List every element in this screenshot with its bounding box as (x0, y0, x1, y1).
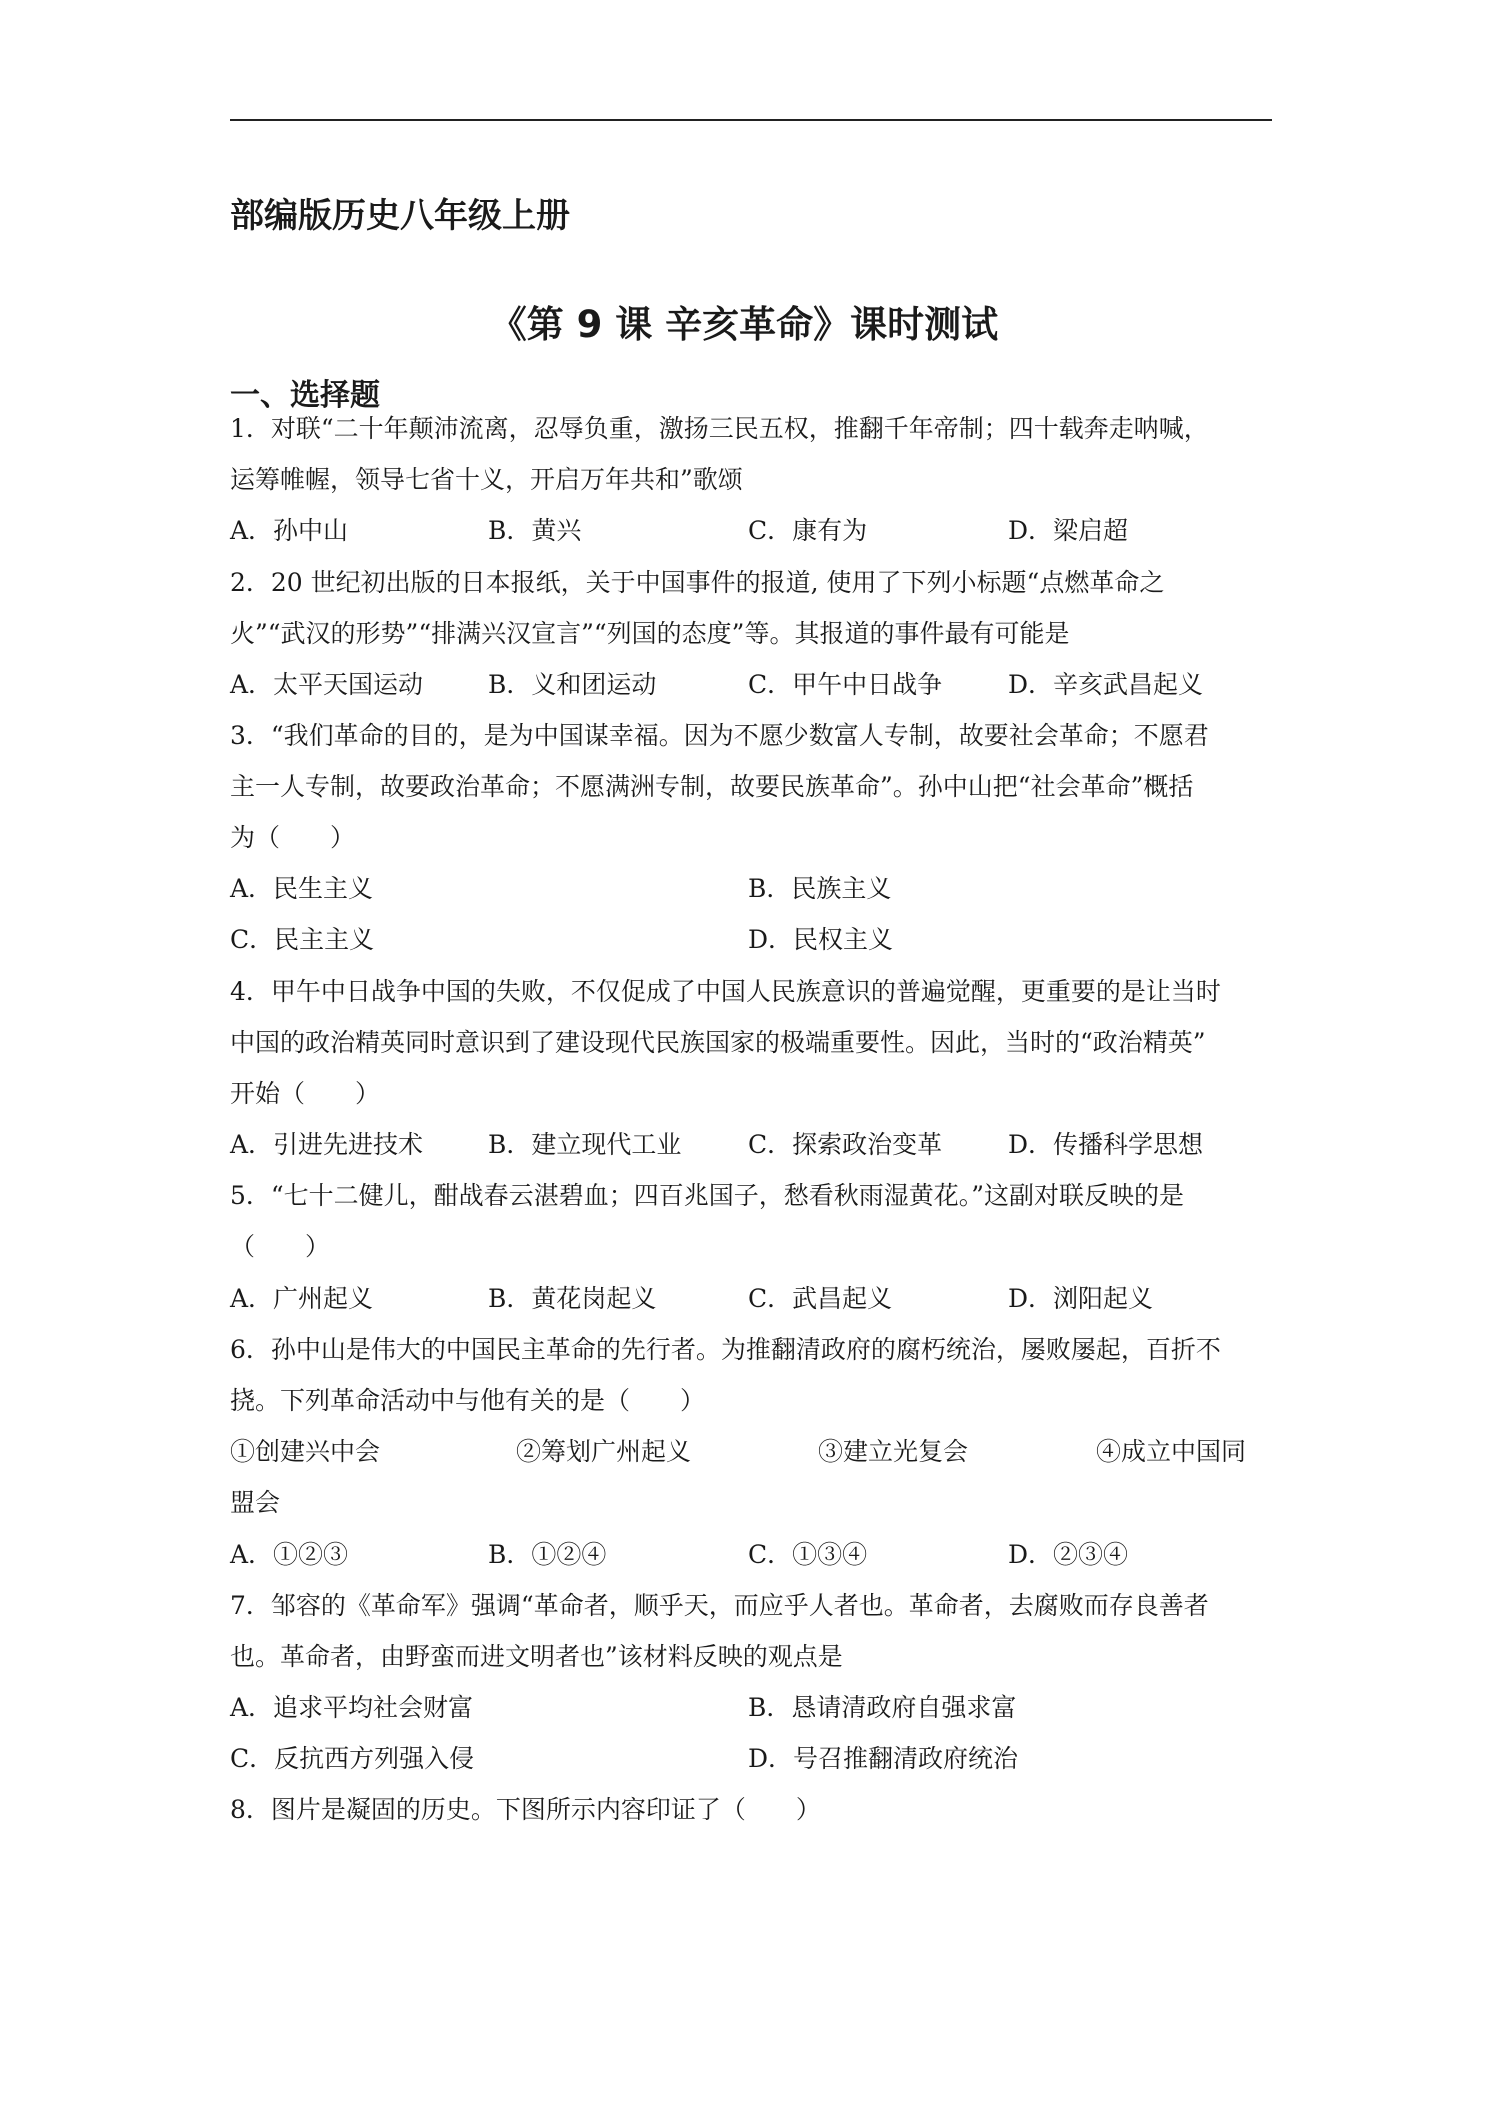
question-6-line-1: 6．孙中山是伟大的中国民主革命的先行者。为推翻清政府的腐朽统治，屡败屡起，百折不 (230, 1335, 1221, 1364)
question-5-line-2: （ ） (230, 1232, 331, 1261)
question-3-option-c: C．民主主义 (230, 925, 375, 954)
question-6-item-4-cont: 盟会 (230, 1488, 281, 1517)
question-6-option-c: C．①③④ (748, 1540, 868, 1569)
question-7-line-1: 7．邹容的《革命军》强调“革命者，顺乎天，而应乎人者也。革命者，去腐败而存良善者 (230, 1591, 1209, 1620)
question-1-option-d: D．梁启超 (1008, 516, 1129, 545)
question-3-option-b: B．民族主义 (748, 874, 892, 903)
question-4-line-2: 中国的政治精英同时意识到了建设现代民族国家的极端重要性。因此，当时的“政治精英” (230, 1028, 1206, 1057)
question-2-option-b: B．义和团运动 (488, 670, 657, 699)
question-4-line-3: 开始（ ） (230, 1079, 381, 1108)
question-6-line-2: 挠。下列革命活动中与他有关的是（ ） (230, 1386, 706, 1415)
question-4-option-d: D．传播科学思想 (1008, 1130, 1204, 1159)
header-rule (230, 119, 1272, 121)
question-6-option-a: A．①②③ (230, 1540, 349, 1569)
question-2-option-c: C．甲午中日战争 (748, 670, 943, 699)
question-4-option-c: C．探索政治变革 (748, 1130, 943, 1159)
question-7-line-2: 也。革命者，由野蛮而进文明者也”该材料反映的观点是 (230, 1642, 843, 1671)
question-2-option-a: A．太平天国运动 (230, 670, 424, 699)
question-4-line-1: 4．甲午中日战争中国的失败，不仅促成了中国人民族意识的普遍觉醒，更重要的是让当时 (230, 977, 1221, 1006)
question-3-line-3: 为（ ） (230, 823, 356, 852)
question-6-item-3: ③建立光复会 (818, 1437, 969, 1466)
question-2-line-2: 火”“武汉的形势”“排满兴汉宣言”“列国的态度”等。其报道的事件最有可能是 (230, 619, 1070, 648)
question-6-item-1: ①创建兴中会 (230, 1437, 381, 1466)
question-1-line-2: 运筹帷幄，领导七省十义，开启万年共和”歌颂 (230, 465, 743, 494)
question-6-option-d: D．②③④ (1008, 1540, 1129, 1569)
question-3-option-a: A．民生主义 (230, 874, 374, 903)
question-7-option-d: D．号召推翻清政府统治 (748, 1744, 1019, 1773)
question-4-option-a: A．引进先进技术 (230, 1130, 424, 1159)
question-2-line-1: 2．20 世纪初出版的日本报纸，关于中国事件的报道, 使用了下列小标题“点燃革命之 (230, 568, 1165, 597)
question-5-option-c: C．武昌起义 (748, 1284, 893, 1313)
question-6-item-4: ④成立中国同 (1096, 1437, 1247, 1466)
question-3-option-d: D．民权主义 (748, 925, 894, 954)
question-4-option-b: B．建立现代工业 (488, 1130, 682, 1159)
question-6-item-2: ②筹划广州起义 (516, 1437, 692, 1466)
question-5-line-1: 5．“七十二健儿，酣战春云湛碧血；四百兆国子，愁看秋雨湿黄花。”这副对联反映的是 (230, 1181, 1184, 1210)
question-1-option-b: B．黄兴 (488, 516, 582, 545)
question-1-option-a: A．孙中山 (230, 516, 349, 545)
question-3-line-2: 主一人专制，故要政治革命；不愿满洲专制，故要民族革命”。孙中山把“社会革命”概括 (230, 772, 1194, 801)
question-1-option-c: C．康有为 (748, 516, 868, 545)
question-7-option-b: B．恳请清政府自强求富 (748, 1693, 1017, 1722)
document-title: 部编版历史八年级上册 (230, 196, 570, 236)
question-8-line-1: 8．图片是凝固的历史。下图所示内容印证了（ ） (230, 1795, 821, 1824)
question-5-option-a: A．广州起义 (230, 1284, 374, 1313)
question-7-option-c: C．反抗西方列强入侵 (230, 1744, 475, 1773)
section-heading: 一、选择题 (230, 378, 380, 413)
question-7-option-a: A．追求平均社会财富 (230, 1693, 474, 1722)
question-5-option-b: B．黄花岗起义 (488, 1284, 657, 1313)
question-3-line-1: 3．“我们革命的目的，是为中国谋幸福。因为不愿少数富人专制，故要社会革命；不愿君 (230, 721, 1209, 750)
question-6-option-b: B．①②④ (488, 1540, 607, 1569)
question-2-option-d: D．辛亥武昌起义 (1008, 670, 1204, 699)
lesson-title: 《第 9 课 辛亥革命》课时测试 (489, 303, 999, 346)
question-1-line-1: 1．对联“二十年颠沛流离，忍辱负重，激扬三民五权，推翻千年帝制；四十载奔走呐喊， (230, 414, 1209, 443)
question-5-option-d: D．浏阳起义 (1008, 1284, 1154, 1313)
